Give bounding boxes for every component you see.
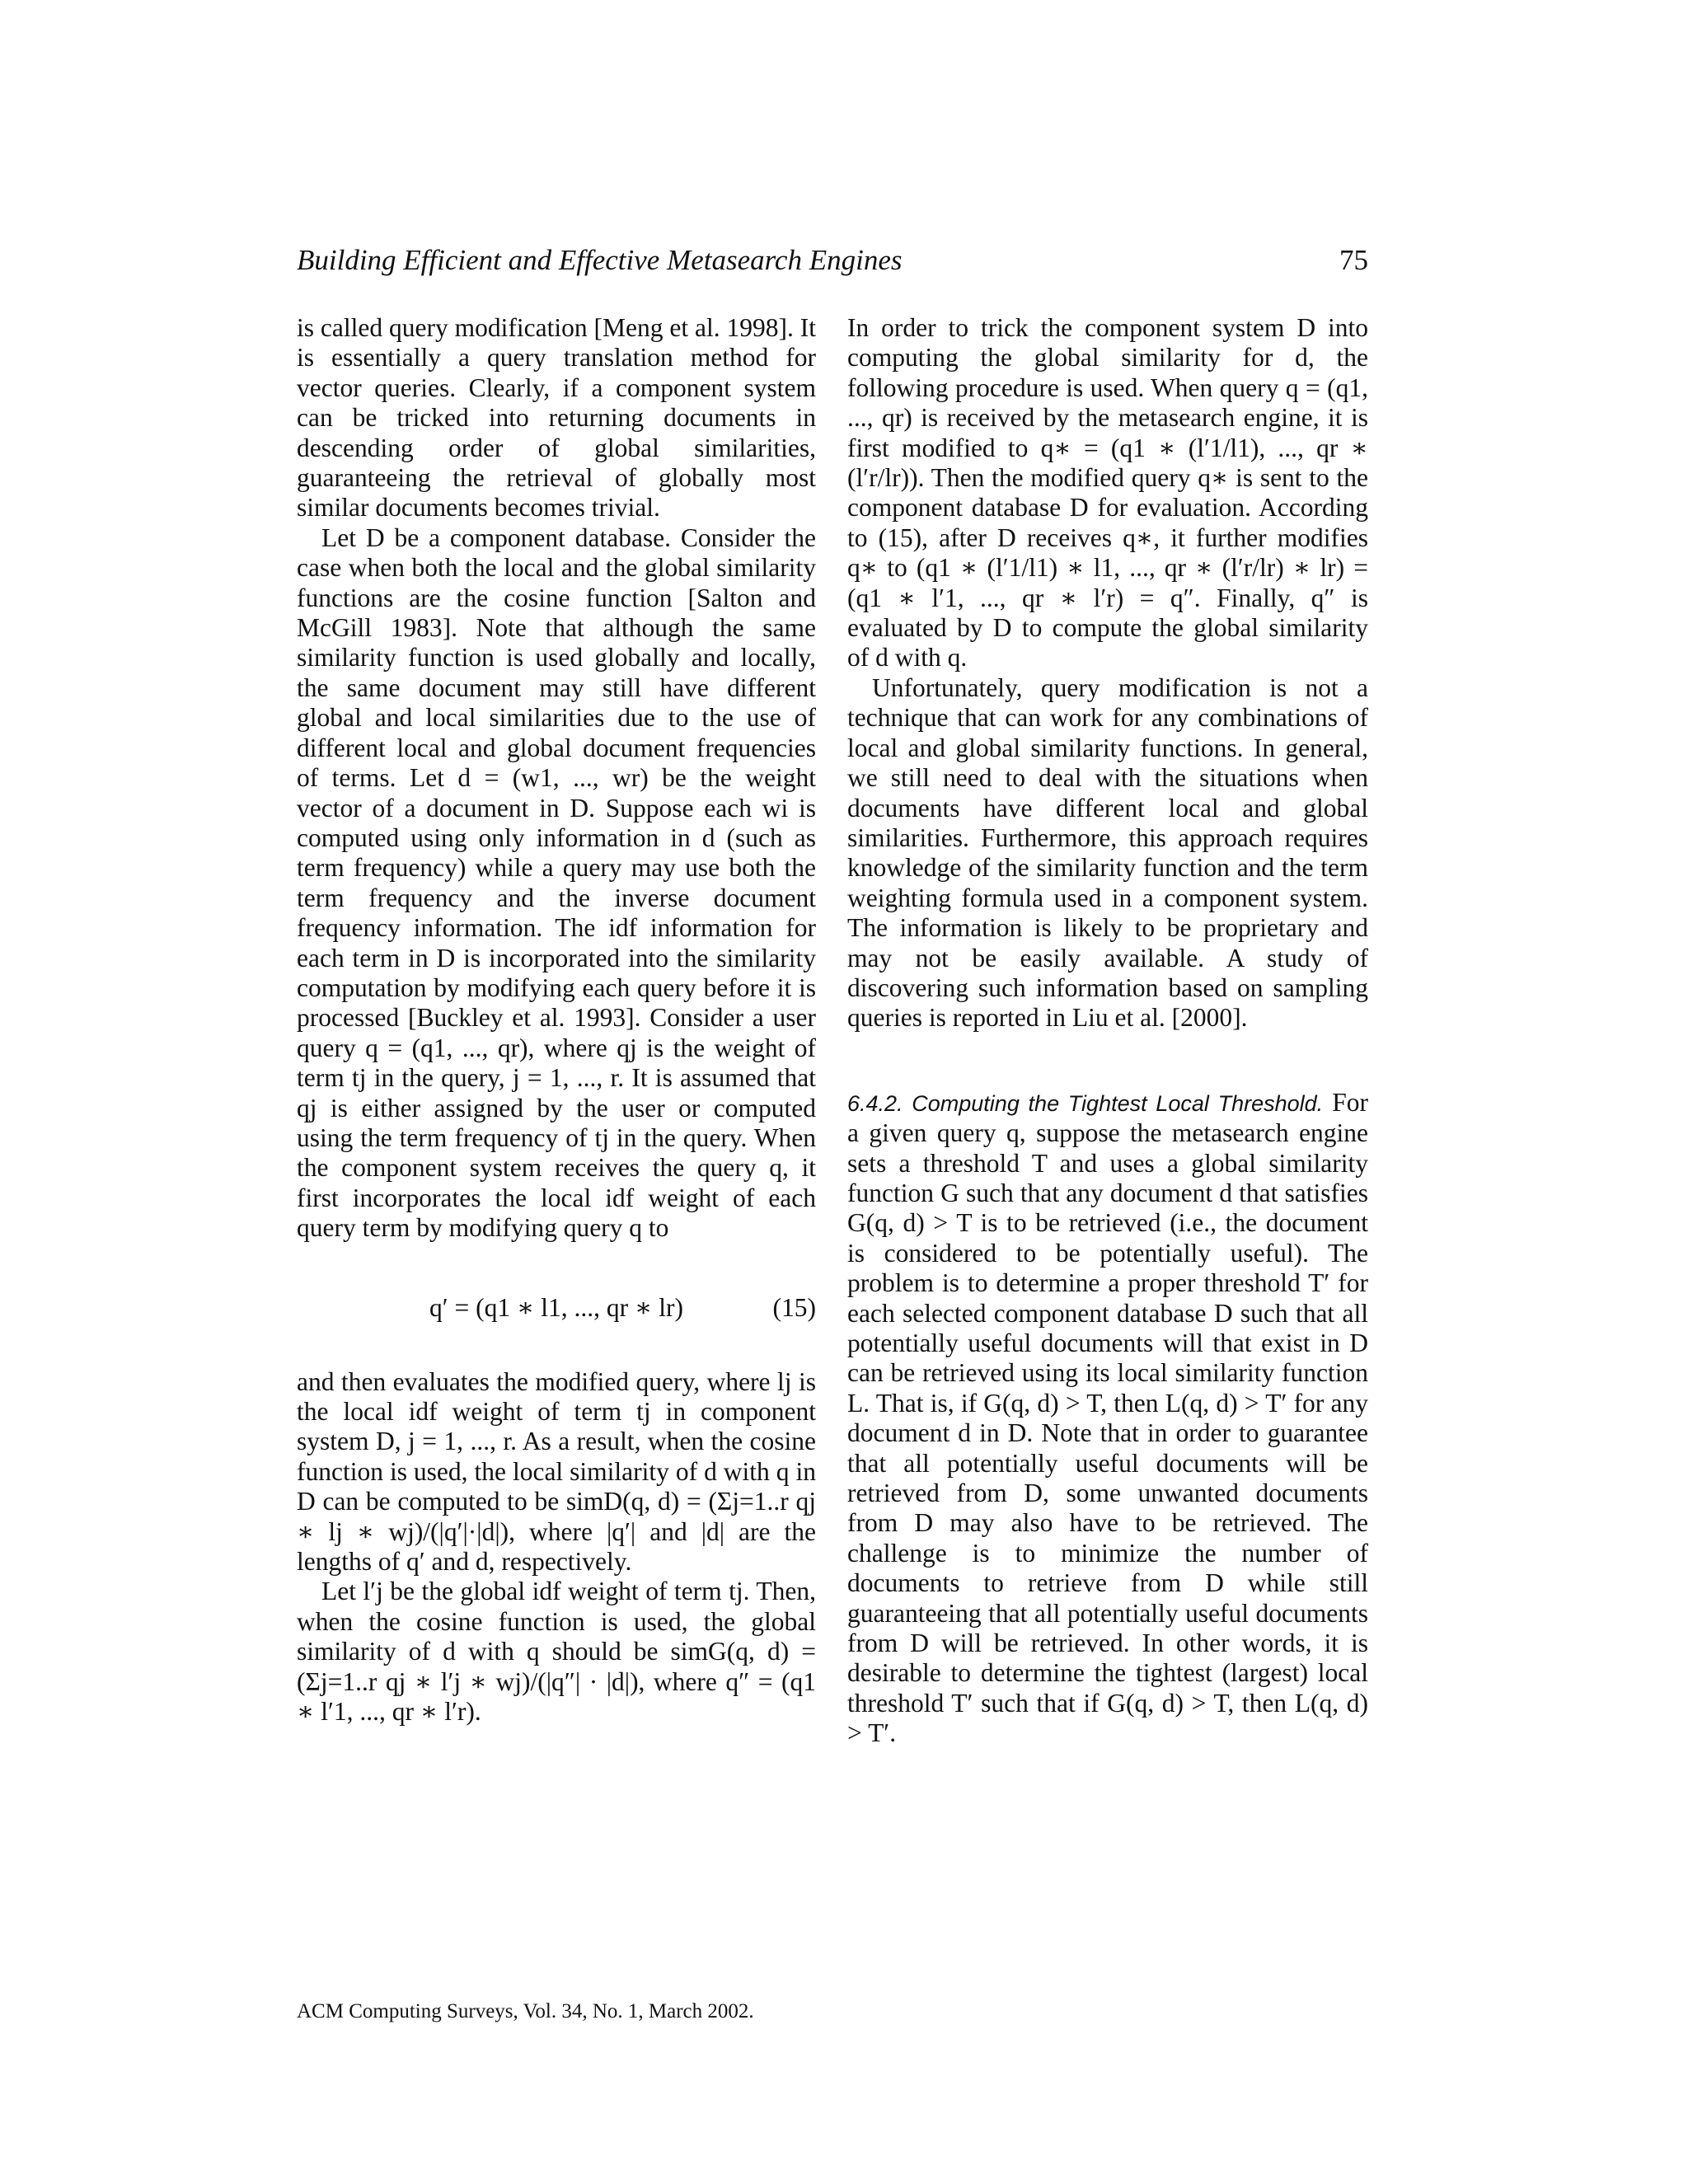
equation-expression: q′ = (q1 ∗ l1, ..., qr ∗ lr) [429,1292,684,1322]
subsection-heading: 6.4.2. Computing the Tightest Local Threshold. [847,1090,1324,1116]
running-header [297,244,1368,285]
left-paragraph-2: Let D be a component database. Consider the case when both the local and the global similarity functions are the cosine function [Salton and McGill 1983]. Note that although the same similarity function is used globally and locally, the same document may still have different global and local similarities due to the use of different local and global document frequencies of terms. Let d = (w1, ..., wr) be the weight vector of a document in D. Suppose each wi is computed using only information in d (such as term frequency) while a query may use both the term frequency and the inverse document frequency information. The idf information for each term in D is incorporated into the similarity computation by modifying each query before it is processed [Buckley et al. 1993]. Consider a user query q = (q1, ..., qr), where qj is the weight of term tj in the query, j = 1, ..., r. It is assumed that qj is either assigned by the user or computed using the term frequency of tj in the query. When the component system receives the query q, it first incorporates the local idf weight of each query term by modifying query q to [297,523,816,1243]
page-number: 75 [1339,244,1368,276]
right-column [847,313,1368,1749]
running-title: Building Efficient and Effective Metasearch Engines [297,244,903,276]
right-paragraph-1: In order to trick the component system D into computing the global similarity for d, the following procedure is used. When query q = (q1, ..., qr) is received by the metasearch engine, it is first modified to q∗ = (q1 ∗ (l′1/l1), ..., qr ∗ (l′r/lr)). Then the modified query q∗ is sent to the component database D for evaluation. According to (15), after D receives q∗, it further modifies q∗ to (q1 ∗ (l′1/l1) ∗ l1, ..., qr ∗ (l′r/lr) ∗ lr) = (q1 ∗ l′1, ..., qr ∗ l′r) = q″. Finally, q″ is evaluated by D to compute the global similarity of d with q. [847,313,1368,673]
footer-citation: ACM Computing Surveys, Vol. 34, No. 1, March 2002. [297,2000,754,2022]
left-column [297,313,816,1727]
right-paragraph-3: For a given query q, suppose the metasearch engine sets a threshold T and uses a global similarity function G such that any document d that satisfies G(q, d) > T is to be retrieved (i.e., the document is considered to be potentially useful). The problem is to determine a proper threshold T′ for each selected component database D such that all potentially useful documents will that exist in D can be retrieved using its local similarity function L. That is, if G(q, d) > T, then L(q, d) > T′ for any document d in D. Note that in order to guarantee that all potentially useful documents will be retrieved from D, some unwanted documents from D may also have to be retrieved. The challenge is to minimize the number of documents to retrieve from D while still guaranteeing that all potentially useful documents from D will be retrieved. In other words, it is desirable to determine the tightest (largest) local threshold T′ such that if G(q, d) > T, then L(q, d) > T′. [847,1087,1368,1748]
left-paragraph-3: and then evaluates the modified query, where lj is the local idf weight of term tj in component system D, j = 1, ..., r. As a result, when the cosine function is used, the local similarity of d with q in D can be computed to be simD(q, d) = (Σj=1..r qj ∗ lj ∗ wj)/(|q′|·|d|), where |q′| and |d| are the lengths of q′ and d, respectively. [297,1366,816,1577]
right-paragraph-2: Unfortunately, query modification is not a technique that can work for any combinations of local and global similarity functions. In general, we still need to deal with the situations when documents have different local and global similarities. Furthermore, this approach requires knowledge of the similarity function and the term weighting formula used in a component system. The information is likely to be proprietary and may not be easily available. A study of discovering such information based on sampling queries is reported in Liu et al. [2000]. [847,673,1368,1033]
left-paragraph-1: is called query modification [Meng et al. 1998]. It is essentially a query translation method for vector queries. Clearly, if a component system can be tricked into returning documents in descending order of global similarities, guaranteeing the retrieval of globally most similar documents becomes trivial. [297,313,816,523]
equation-number: (15) [772,1292,816,1322]
equation-15 [297,1293,816,1323]
subsection-paragraph [847,1088,1368,1749]
left-paragraph-4: Let l′j be the global idf weight of term tj. Then, when the cosine function is used, the global similarity of d with q should be simG(q, d) = (Σj=1..r qj ∗ l′j ∗ wj)/(|q″| · |d|), where q″ = (q1 ∗ l′1, ..., qr ∗ l′r). [297,1577,816,1727]
